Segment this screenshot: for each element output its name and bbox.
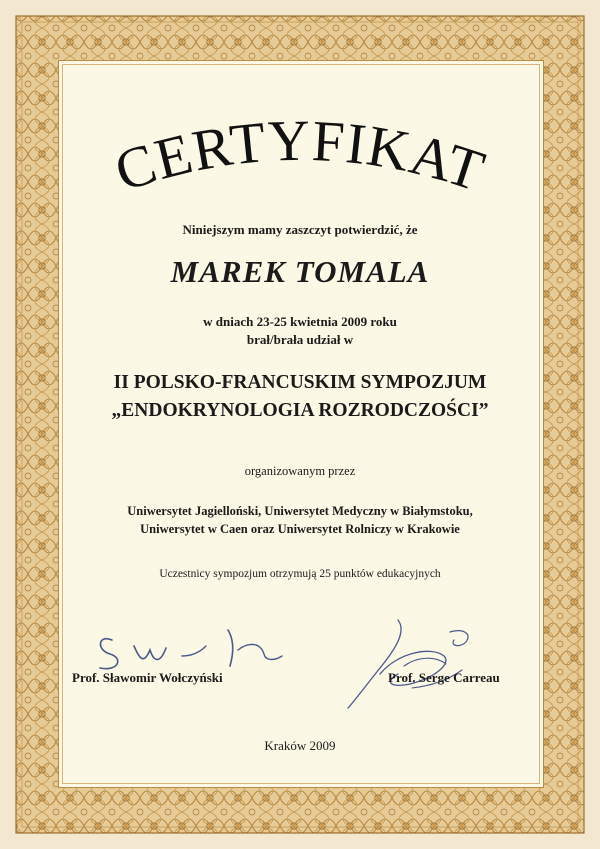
event-name-line2: „ENDOKRYNOLOGIA ROZRODCZOŚCI” (111, 400, 489, 421)
recipient-name: MAREK TOMALA (170, 254, 430, 289)
signatory-right-name: Prof. Serge Carreau (388, 670, 500, 685)
participation-text: brał/brała udział w (246, 332, 354, 347)
signature-right (340, 612, 480, 712)
certificate-title-text: CERTYFIKAT (107, 108, 493, 204)
organized-by-label: organizowanym przez (244, 464, 356, 478)
signature-left (88, 616, 288, 678)
place-and-date: Kraków 2009 (264, 738, 336, 753)
signatory-left-name: Prof. Sławomir Wołczyński (72, 670, 223, 685)
certificate-title (90, 108, 510, 218)
event-dates: w dniach 23-25 kwietnia 2009 roku (203, 314, 397, 329)
organizers-line2: Uniwersytet w Caen oraz Uniwersytet Rolniczy w Krakowie (140, 522, 460, 536)
education-points-note: Uczestnicy sympozjum otrzymują 25 punktów edukacyjnych (159, 568, 441, 580)
organizers-line1: Uniwersytet Jagielloński, Uniwersytet Medyczny w Białymstoku, (127, 504, 473, 518)
intro-text: Niniejszym mamy zaszczyt potwierdzić, że (182, 222, 418, 237)
event-name-line1: II POLSKO-FRANCUSKIM SYMPOZJUM (113, 372, 487, 393)
svg-text:CERTYFIKAT (107, 108, 493, 204)
